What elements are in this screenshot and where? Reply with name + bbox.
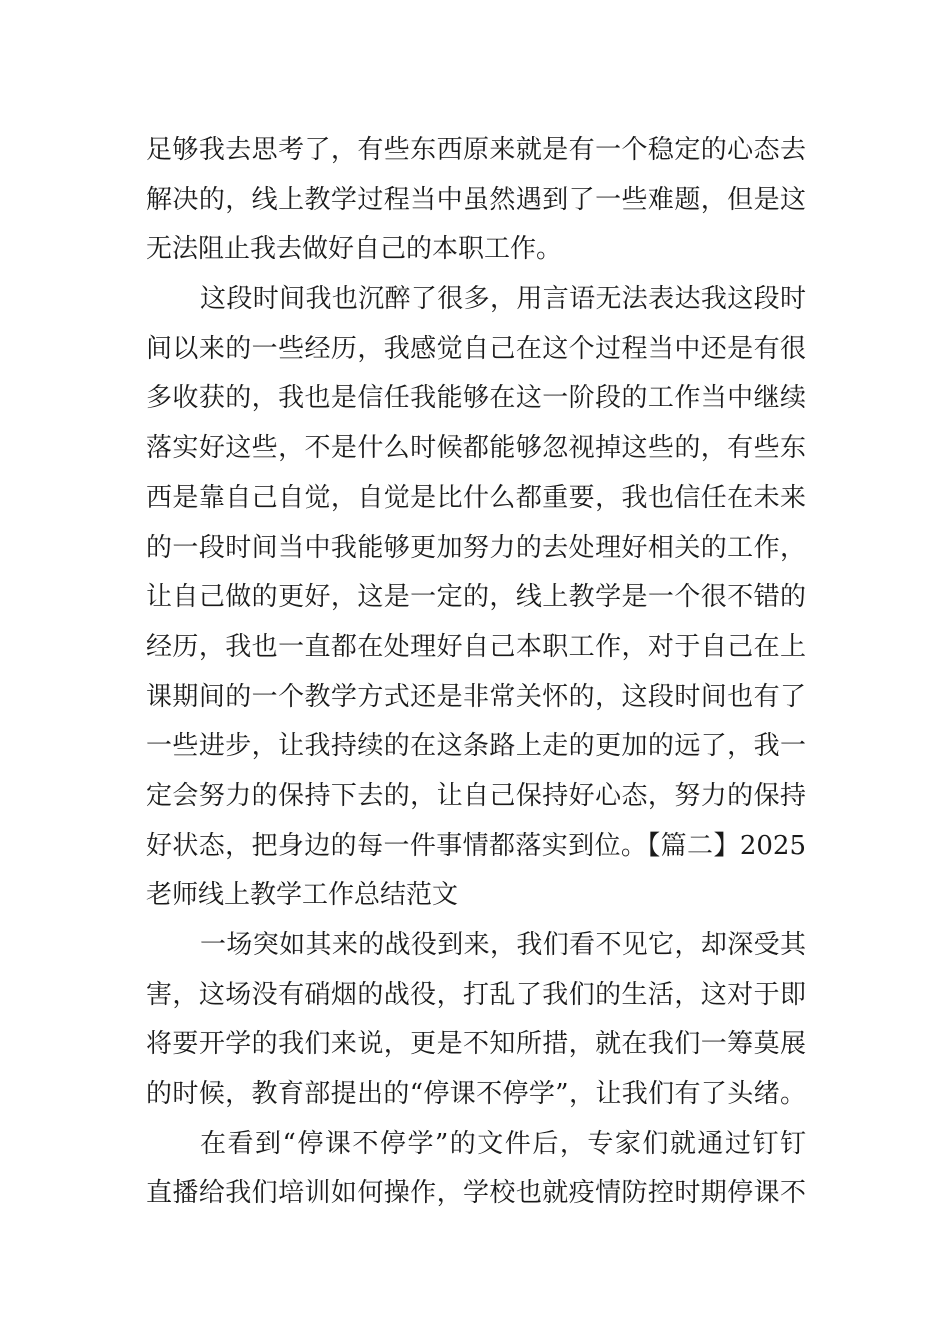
text-line: 一些进步，让我持续的在这条路上走的更加的远了，我一 xyxy=(146,731,806,762)
text-line: 好状态，把身边的每一件事情都落实到位。【篇二】2025 xyxy=(146,830,806,861)
text-line: 多收获的，我也是信任我能够在这一阶段的工作当中继续 xyxy=(146,383,806,414)
text-line: 经历，我也一直都在处理好自己本职工作，对于自己在上 xyxy=(146,631,806,662)
text-line: 害，这场没有硝烟的战役，打乱了我们的生活，这对于即 xyxy=(146,979,806,1010)
text-line: 的时候，教育部提出的“停课不停学”，让我们有了头绪。 xyxy=(146,1079,806,1110)
text-line: 直播给我们培训如何操作，学校也就疫情防控时期停课不 xyxy=(146,1178,806,1209)
text-line: 落实好这些，不是什么时候都能够忽视掉这些的，有些东 xyxy=(146,433,806,464)
text-line: 让自己做的更好，这是一定的，线上教学是一个很不错的 xyxy=(146,582,806,613)
text-line: 的一段时间当中我能够更加努力的去处理好相关的工作， xyxy=(146,532,806,563)
text-line: 无法阻止我去做好自己的本职工作。 xyxy=(146,234,563,265)
text-line: 间以来的一些经历，我感觉自己在这个过程当中还是有很 xyxy=(146,333,806,364)
paragraph-first-line: 在看到“停课不停学”的文件后，专家们就通过钉钉 xyxy=(200,1128,806,1159)
text-line: 将要开学的我们来说，更是不知所措，就在我们一筹莫展 xyxy=(146,1029,806,1060)
text-line: 课期间的一个教学方式还是非常关怀的，这段时间也有了 xyxy=(146,681,806,712)
text-line: 定会努力的保持下去的，让自己保持好心态，努力的保持 xyxy=(146,780,806,811)
body-text xyxy=(146,126,806,1219)
text-line: 解决的，线上教学过程当中虽然遇到了一些难题，但是这 xyxy=(146,184,806,215)
text-line: 足够我去思考了，有些东西原来就是有一个稳定的心态去 xyxy=(146,135,806,165)
paragraph-first-line: 一场突如其来的战役到来，我们看不见它，却深受其 xyxy=(200,930,806,960)
paragraph-first-line: 这段时间我也沉醉了很多，用言语无法表达我这段时 xyxy=(200,284,806,315)
text-line: 西是靠自己自觉，自觉是比什么都重要，我也信任在未来 xyxy=(146,482,806,513)
section-heading-line: 老师线上教学工作总结范文 xyxy=(146,880,459,911)
